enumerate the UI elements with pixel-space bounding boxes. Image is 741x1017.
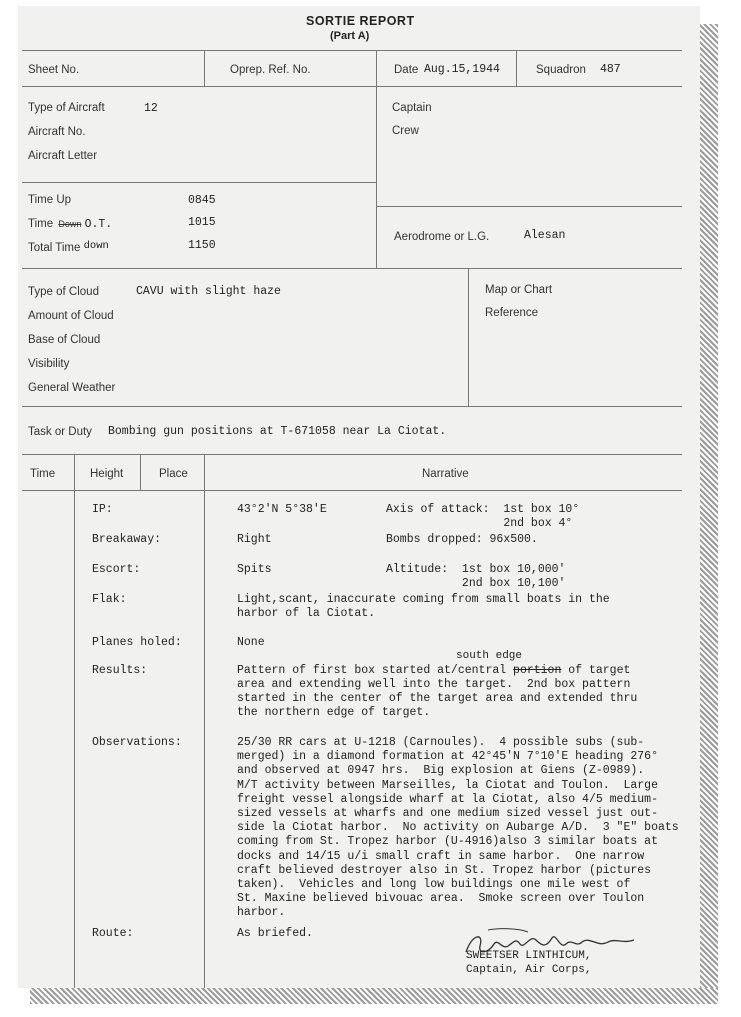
- type-of-cloud-value: CAVU with slight haze: [136, 285, 281, 298]
- report-title: SORTIE REPORT: [306, 14, 415, 28]
- rule-v-oprep: [204, 50, 205, 86]
- total-time-label-text: Total Time: [28, 242, 81, 254]
- col-header-narrative: Narrative: [422, 468, 469, 480]
- rule-aircraft-bottom: [22, 182, 376, 183]
- map-or-chart-label: Map or Chart: [485, 284, 553, 296]
- observations-label: Observations:: [92, 736, 182, 749]
- ip-label: IP:: [92, 503, 113, 516]
- planes-holed-label: Planes holed:: [92, 636, 182, 649]
- total-time-typed: down: [83, 240, 109, 252]
- general-weather-label: General Weather: [28, 382, 116, 394]
- time-up-value: 0845: [188, 194, 216, 207]
- rule-task-bottom: [22, 454, 682, 455]
- task-value: Bombing gun positions at T-671058 near La Ciotat.: [108, 425, 447, 438]
- document-sheet: [18, 6, 700, 988]
- results-insert-text: south edge: [456, 650, 523, 662]
- route-label: Route:: [92, 927, 134, 940]
- col-header-height: Height: [90, 468, 124, 480]
- escort-value: Spits: [237, 563, 272, 576]
- squadron-value: 487: [600, 63, 621, 76]
- time-up-label: Time Up: [28, 194, 72, 206]
- flak-label: Flak:: [92, 593, 127, 606]
- time-down-label: [28, 218, 112, 231]
- type-of-aircraft-label: Type of Aircraft: [28, 102, 105, 114]
- squadron-label: Squadron: [536, 64, 586, 76]
- breakaway-label: Breakaway:: [92, 533, 162, 546]
- results-label: Results:: [92, 664, 148, 677]
- results-line-1: [237, 664, 630, 677]
- planes-holed-value: None: [237, 636, 265, 649]
- escort-label: Escort:: [92, 563, 141, 576]
- col-header-place: Place: [159, 468, 188, 480]
- page-shadow-bottom: [30, 988, 718, 1004]
- sheet-no-label: Sheet No.: [28, 64, 80, 76]
- captain-label: Captain: [392, 102, 432, 114]
- type-of-aircraft-value: 12: [144, 102, 158, 115]
- reference-label: Reference: [485, 307, 539, 319]
- rule-top: [22, 50, 682, 51]
- route-value: As briefed.: [237, 927, 313, 940]
- ip-value: 43°2'N 5°38'E: [237, 503, 327, 516]
- type-of-cloud-label: Type of Cloud: [28, 286, 99, 298]
- rule-times-bottom: [22, 268, 682, 269]
- signature-rank: Captain, Air Corps,: [466, 964, 592, 976]
- rule-row1-bottom: [22, 86, 682, 87]
- rule-v-time: [74, 454, 75, 988]
- results-line-1-a: Pattern of first box started at/central: [237, 664, 514, 677]
- time-down-typed: O.T.: [84, 218, 113, 231]
- time-down-label-text: Time: [28, 218, 54, 230]
- aircraft-no-label: Aircraft No.: [28, 126, 86, 138]
- rule-v-place: [204, 454, 205, 988]
- base-of-cloud-label: Base of Cloud: [28, 334, 101, 346]
- report-subtitle: (Part A): [330, 30, 370, 42]
- signature-name: SWEETSER LINTHICUM,: [466, 950, 592, 962]
- time-down-struck-word: Down: [58, 219, 82, 229]
- breakaway-value: Right: [237, 533, 272, 546]
- oprep-ref-label: Oprep. Ref. No.: [230, 64, 311, 76]
- bombs-dropped: Bombs dropped: 96x500.: [386, 533, 538, 546]
- date-value: Aug.15,1944: [424, 63, 500, 76]
- col-header-time: Time: [30, 468, 56, 480]
- rule-v-map: [468, 268, 469, 406]
- amount-of-cloud-label: Amount of Cloud: [28, 310, 114, 322]
- results-text: area and extending well into the target. 2nd box pattern started in the center of the target area and extended thru the northern edge of target.: [237, 678, 638, 720]
- crew-label: Crew: [392, 125, 419, 137]
- rule-v-squadron: [516, 50, 517, 86]
- results-line-1-b: of target: [561, 664, 631, 677]
- task-label: Task or Duty: [28, 426, 92, 438]
- results-line-1-struck: portion: [513, 664, 562, 677]
- visibility-label: Visibility: [28, 358, 70, 370]
- rule-header-bottom: [22, 490, 682, 491]
- time-down-value: 1015: [188, 216, 216, 229]
- altitude: Altitude: 1st box 10,000' 2nd box 10,100': [386, 563, 566, 591]
- total-time-value: 1150: [188, 239, 216, 252]
- aerodrome-label: Aerodrome or L.G.: [394, 231, 490, 243]
- rule-weather-bottom: [22, 406, 682, 407]
- date-label: Date: [394, 64, 419, 76]
- aerodrome-value: Alesan: [524, 229, 566, 242]
- flak-text: Light,scant, inaccurate coming from small boats in the harbor of la Ciotat.: [237, 593, 610, 621]
- rule-v-height: [140, 454, 141, 490]
- rule-v-main: [376, 50, 377, 268]
- aircraft-letter-label: Aircraft Letter: [28, 150, 98, 162]
- axis-of-attack: Axis of attack: 1st box 10° 2nd box 4°: [386, 503, 580, 531]
- rule-right-mid: [376, 206, 682, 207]
- total-time-label: [28, 242, 109, 255]
- observations-text: 25/30 RR cars at U-1218 (Carnoules). 4 possible subs (sub- merged) in a diamond formation at 42°45'N 7°10'E heading 276° and observed at 0947 hrs. Big explosion at Giens (Z-0989). M/T activity between Marseilles, la Ciotat and Toulon. Large freight vessel alongside wharf at la Ciotat, also 4/5 medium- sized vessels at wharfs and one medium sized vessel just out- side la Ciotat harbor. No activity on Aubarge A/D. 3 "E" boats coming from St. Tropez harbor (U-4916)also 3 similar boats at docks and 14/15 u/i small craft in same harbor. One narrow craft believed destroyer also in St. Tropez harbor (pictures taken). Vehicles and long low buildings one mile west of St. Maxine believed bivouac area. Smoke screen over Toulon harbor.: [237, 736, 679, 920]
